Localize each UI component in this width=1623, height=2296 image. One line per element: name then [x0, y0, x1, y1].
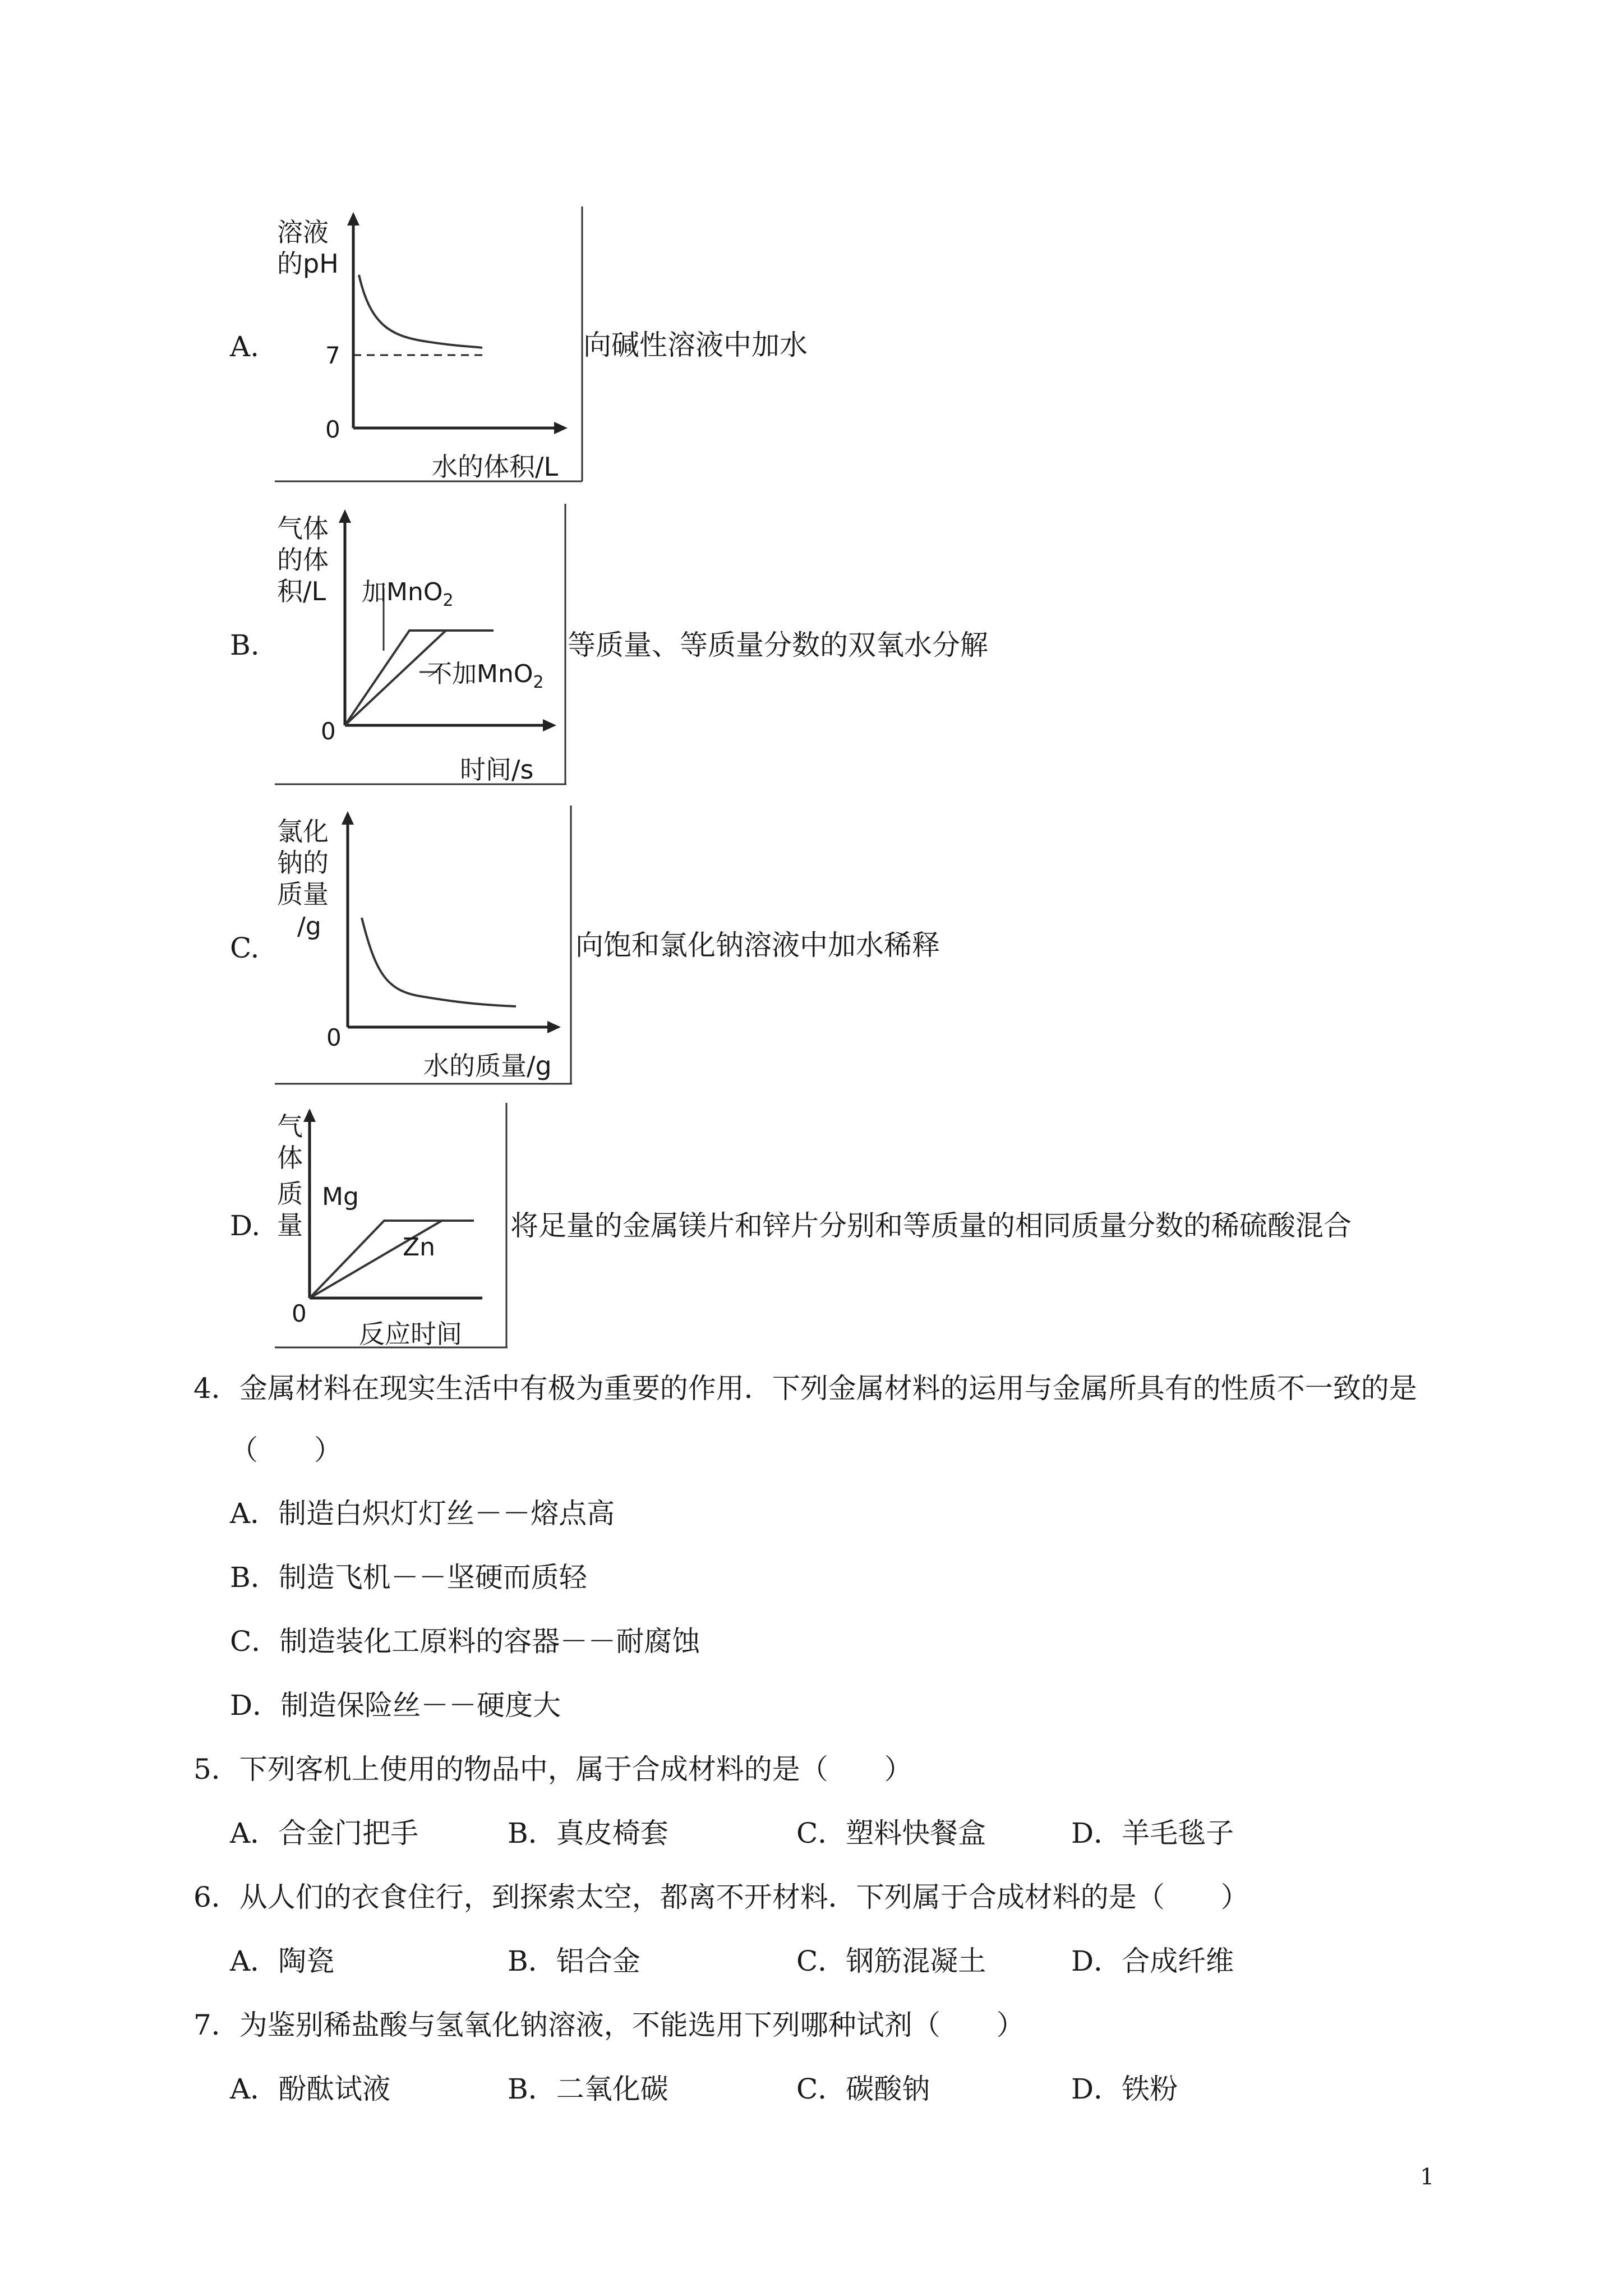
x-axis-label: 时间/s: [460, 754, 534, 785]
origin-label: 0: [326, 1024, 342, 1051]
curve-label-zn: Zn: [403, 1233, 436, 1262]
question-5-option-a: A．合金门把手: [230, 1817, 419, 1849]
x-axis-label: 反应时间: [359, 1319, 462, 1349]
option-letter-b: B.: [230, 629, 260, 661]
question-7-option-b: B．二氧化碳: [508, 2073, 668, 2105]
option-text-c: 向饱和氯化钠溶液中加水稀释: [575, 929, 940, 961]
graph-gas-volume-vs-time: [275, 504, 572, 785]
question-7-stem: 7．为鉴别稀盐酸与氢氧化钠溶液，不能选用下列哪种试剂（ ）: [193, 2009, 1025, 2041]
question-7-option-c: C．碳酸钠: [796, 2073, 930, 2105]
question-6-option-b: B．铝合金: [508, 1945, 640, 1977]
question-5-option-c: C．塑料快餐盒: [796, 1817, 986, 1849]
y-axis-label-line4: /g: [297, 912, 321, 941]
question-4-stem: 4．金属材料在现实生活中有极为重要的作用．下列金属材料的运用与金属所具有的性质不一致的是: [193, 1372, 1417, 1405]
question-4-option-b: B．制造飞机－－坚硬而质轻: [230, 1561, 587, 1594]
origin-label: 0: [321, 717, 336, 745]
graph-gas-mass-vs-reaction-time: [275, 1103, 513, 1350]
question-4-option-c: C．制造装化工原料的容器－－耐腐蚀: [230, 1625, 700, 1658]
question-5-option-d: D．羊毛毯子: [1071, 1817, 1234, 1849]
origin-label: 0: [325, 416, 340, 443]
y-axis-label-line2: 的pH: [277, 249, 339, 279]
y-axis-label-line1: 氯化: [277, 816, 329, 846]
y-tick-7: 7: [325, 342, 340, 369]
y-axis-label-line3: 积/L: [277, 576, 326, 606]
graph-nacl-mass-vs-water: [275, 806, 578, 1086]
y-axis-label-line1: 溶液: [277, 217, 329, 247]
y-axis-label-line3: 质量: [277, 879, 329, 909]
question-7-option-d: D．铁粉: [1071, 2073, 1178, 2105]
curve-label-with-mno2: 加MnO$_2$: [362, 578, 454, 610]
option-text-a: 向碱性溶液中加水: [583, 329, 808, 361]
option-letter-a: A.: [230, 330, 260, 363]
y-axis-label-line2: 体: [277, 1143, 303, 1173]
x-axis-label: 水的体积/L: [432, 452, 559, 482]
graph-ph-vs-water: [275, 206, 589, 482]
option-text-b: 等质量、等质量分数的双氧水分解: [568, 629, 988, 661]
question-6-stem: 6．从人们的衣食住行，到探索太空，都离不开材料．下列属于合成材料的是（ ）: [193, 1881, 1249, 1913]
origin-label: 0: [292, 1300, 307, 1327]
y-axis-label-line1: 气体: [277, 513, 329, 544]
question-5-stem: 5．下列客机上使用的物品中，属于合成材料的是（ ）: [193, 1753, 912, 1786]
question-4-option-d: D．制造保险丝－－硬度大: [230, 1689, 561, 1722]
question-4-option-a: A．制造白炽灯灯丝－－熔点高: [230, 1497, 615, 1530]
y-axis-label-line1: 气: [277, 1111, 303, 1142]
question-5-option-b: B．真皮椅套: [508, 1817, 668, 1849]
y-axis-label-line4: 量: [277, 1210, 303, 1240]
question-7-option-a: A．酚酞试液: [230, 2073, 391, 2105]
y-axis-label-line2: 钠的: [277, 848, 329, 878]
y-axis-label-line3: 质: [277, 1179, 303, 1209]
question-6-option-a: A．陶瓷: [230, 1945, 335, 1977]
page-number: 1: [1420, 2164, 1435, 2190]
question-4-paren: （ ）: [230, 1434, 342, 1466]
option-letter-c: C.: [230, 932, 260, 964]
question-6-option-c: C．钢筋混凝土: [796, 1945, 986, 1977]
question-6-option-d: D．合成纤维: [1071, 1945, 1234, 1977]
curve-label-without-mno2: 不加MnO$_2$: [427, 660, 544, 692]
curve-label-mg: Mg: [322, 1182, 359, 1211]
x-axis-label: 水的质量/g: [423, 1051, 552, 1081]
option-text-d: 将足量的金属镁片和锌片分别和等质量的相同质量分数的稀硫酸混合: [510, 1209, 1352, 1242]
option-letter-d: D.: [230, 1209, 261, 1242]
y-axis-label-line2: 的体: [277, 545, 329, 575]
